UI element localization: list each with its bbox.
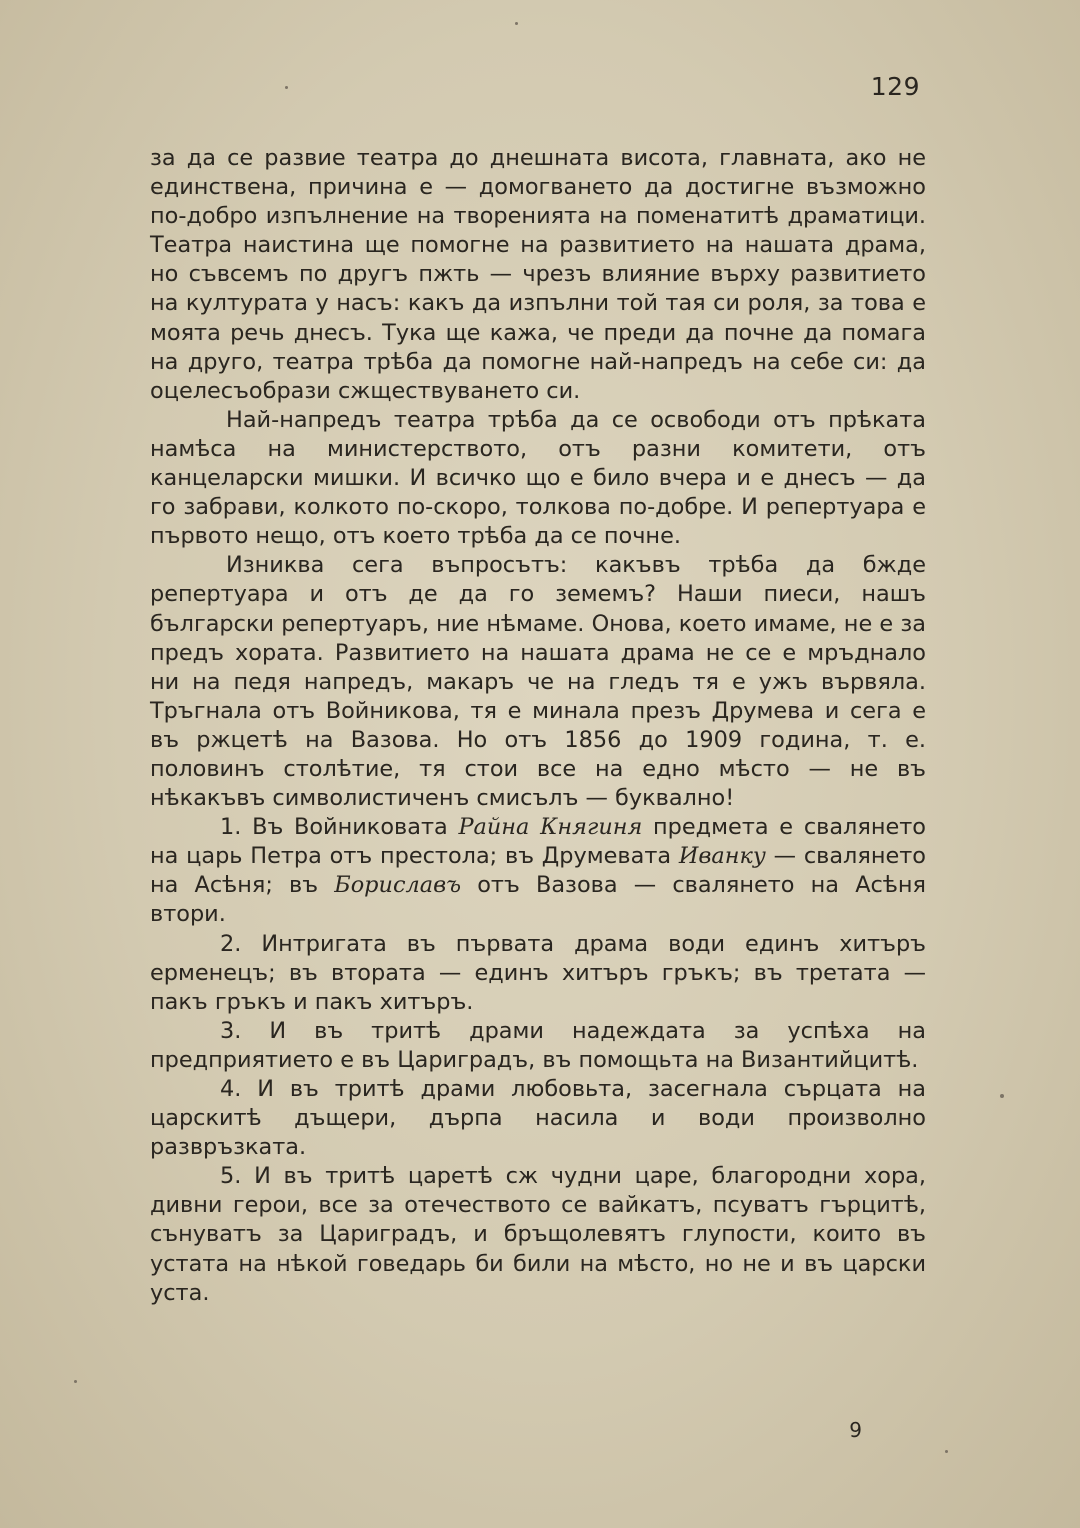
- list-item-1: 1. Въ Войниковата Райна Княгиня предмета е свалянето на царь Петра отъ престола; въ Друмевата Иванку — свалянето на Асѣня; въ Бориславъ отъ Вазова — свалянето на Асѣня втори.: [150, 814, 926, 928]
- list-item-5: 5. И въ тритѣ царетѣ сж чудни царе, благородни хора, дивни герои, все за отечеството се вайкатъ, псуватъ гърцитѣ, сънуватъ за Цариградъ, и бръщолевятъ глупости, които въ устата на нѣкой говедарь би били на мѣсто, но не и въ царски уста.: [150, 1163, 926, 1306]
- paragraph-continuation: за да се развие театра до днешната висота, главната, ако не единствена, причина е — домогването да достигне възможно по-добро изпълнение на творенията на поменатитѣ драматици. Театра наистина ще помогне на развитието на нашата драма, но съвсемъ по другъ пжть — чрезъ влияние върху развитието на културата у насъ: какъ да изпълни той тая си роля, за това е моята речь днесъ. Тука ще кажа, че преди да почне да помага на друго, театра трѣба да помогне най-напредъ на себе си: да оцелесъобрази сжществуването си.: [150, 145, 926, 404]
- list-item-2: 2. Интригата въ първата драма води единъ хитъръ ерменецъ; въ втората — единъ хитъръ гръкъ; въ третата — пакъ гръкъ и пакъ хитъръ.: [150, 930, 926, 1015]
- body-text: [150, 144, 926, 1308]
- play-title-borislav: Бориславъ: [334, 872, 462, 899]
- list-item-3: 3. И въ тритѣ драми надеждата за успѣха на предприятието е въ Цариградъ, въ помощьта на Византийцитѣ.: [150, 1017, 926, 1073]
- play-title-rayna: Райна Княгиня: [458, 814, 643, 841]
- paragraph-repertoire: Изниква сега въпросътъ: какъвъ трѣба да бжде репертуара и отъ де да го земемъ? Наши пиеси, нашъ български репертуаръ, ние нѣмаме. Онова, което имаме, не е за предъ хората. Развитието на нашата драма не се е мръднало ни на педя напредъ, макаръ че на гледъ тя е ужъ вървяла. Тръгнала отъ Войникова, тя е минала презъ Друмева и сега е въ ржцетѣ на Вазова. Но отъ 1856 до 1909 година, т. е. половинъ столѣтие, тя стои все на едно мѣсто — не въ нѣкакъвъ символистиченъ смисълъ — буквално!: [150, 552, 926, 812]
- paragraph-independence: Най-напредъ театра трѣба да се освободи отъ прѣката намѣса на министерството, отъ разни комитети, отъ канцеларски мишки. И всичко що е било вчера и е днесъ — да го забрави, колкото по-скоро, толкова по-добре. И репертуара е първото нещо, отъ което трѣба да се почне.: [150, 406, 926, 550]
- signature-mark: 9: [849, 1418, 862, 1442]
- list-item-4: 4. И въ тритѣ драми любовьта, засегнала сърцата на царскитѣ дъщери, дърпа насила и води произволно развръзката.: [150, 1076, 926, 1161]
- play-title-ivanku: Иванку: [678, 843, 766, 870]
- page-number: 129: [870, 72, 920, 101]
